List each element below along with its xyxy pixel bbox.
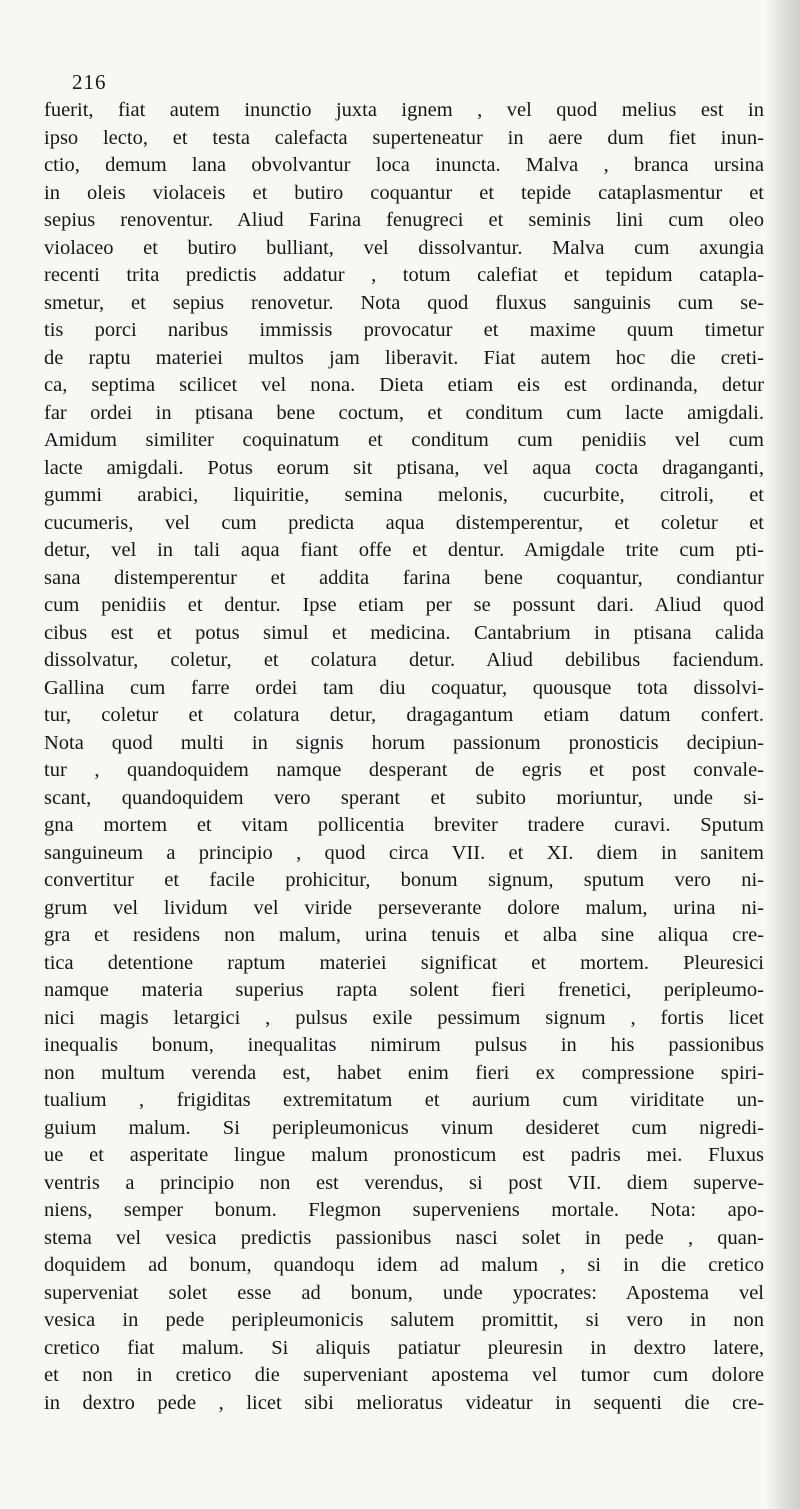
text-line: tis porci naribus immissis provocatur et maxime quum timetur [44,319,764,341]
text-line: ca, septima scilicet vel nona. Dieta etiam eis est ordinanda, detur [44,374,764,396]
text-line: et non in cretico die superveniant apostema vel tumor cum dolore [44,1364,764,1386]
text-line: ctio, demum lana obvolvantur loca inuncta. Malva , branca ursina [44,154,764,176]
text-line: tualium , frigiditas extremitatum et aurium cum viriditate un- [44,1089,764,1111]
text-line: sanguineum a principio , quod circa VII. et XI. diem in sanitem [44,841,764,864]
text-line: in oleis violaceis et butiro coquantur et tepide cataplasmentur et [44,181,764,204]
text-line: niens, semper bonum. Flegmon superveniens mortale. Nota: apo- [44,1199,764,1221]
text-line: Gallina cum farre ordei tam diu coquatur, quousque tota dissolvi- [44,676,764,699]
text-line: sepius renoventur. Aliud Farina fenugreci et seminis lini cum oleo [44,209,764,231]
text-line: smetur, et sepius renovetur. Nota quod fluxus sanguinis cum se- [44,291,764,314]
text-line: grum vel lividum vel viride perseverante dolore malum, urina ni- [44,896,764,919]
text-line: gna mortem et vitam pollicentia breviter tradere curavi. Sputum [44,814,764,836]
text-line: gra et residens non malum, urina tenuis et alba sine aliqua cre- [44,924,764,946]
text-line: stema vel vesica predictis passionibus nasci solet in pede , quan- [44,1226,764,1249]
text-line: fuerit, fiat autem inunctio juxta ignem , vel quod melius est in [44,99,764,121]
text-line: namque materia superius rapta solent fieri frenetici, peripleumo- [44,979,764,1001]
text-line: in dextro pede , licet sibi melioratus videatur in sequenti die cre- [44,1391,764,1414]
text-line: gummi arabici, liquiritie, semina melonis, cucurbite, citroli, et [44,484,764,506]
text-line: Nota quod multi in signis horum passionum pronosticis decipiun- [44,731,764,754]
text-line: convertitur et facile prohicitur, bonum signum, sputum vero ni- [44,869,764,891]
text-line: tur , quandoquidem namque desperant de egris et post convale- [44,759,764,781]
text-line: non multum verenda est, habet enim fieri ex compressione spiri- [44,1061,764,1084]
text-line: cibus est et potus simul et medicina. Cantabrium in ptisana calida [44,621,764,644]
text-line: ipso lecto, et testa calefacta superteneatur in aere dum fiet inun- [44,126,764,149]
text-line: superveniat solet esse ad bonum, unde ypocrates: Apostema vel [44,1281,764,1304]
page-number: 216 [72,70,107,94]
text-line: doquidem ad bonum, quandoqu idem ad malum , si in die cretico [44,1254,764,1276]
text-line: vesica in pede peripleumonicis salutem promittit, si vero in non [44,1309,764,1331]
text-line: far ordei in ptisana bene coctum, et conditum cum lacte amigdali. [44,401,764,424]
text-line: cum penidiis et dentur. Ipse etiam per se possunt dari. Aliud quod [44,594,764,616]
text-line: sana distemperentur et addita farina bene coquantur, condiantur [44,566,764,589]
text-line: scant, quandoquidem vero sperant et subito moriuntur, unde si- [44,786,764,809]
text-line: violaceo et butiro bulliant, vel dissolvantur. Malva cum axungia [44,236,764,259]
text-line: tica detentione raptum materiei significat et mortem. Pleuresici [44,951,764,974]
text-line: tur, coletur et colatura detur, dragagantum etiam datum confert. [44,704,764,726]
text-line: de raptu materiei multos jam liberavit. Fiat autem hoc die creti- [44,346,764,369]
text-line: ue et asperitate lingue malum pronosticum est padris mei. Fluxus [44,1144,764,1166]
text-line: cretico fiat malum. Si aliquis patiatur pleuresin in dextro latere, [44,1336,764,1359]
text-line: guium malum. Si peripleumonicus vinum desideret cum nigredi- [44,1116,764,1139]
text-line: cucumeris, vel cum predicta aqua distemperentur, et coletur et [44,511,764,534]
text-line: detur, vel in tali aqua fiant offe et dentur. Amigdale trite cum pti- [44,539,764,561]
text-line: recenti trita predictis addatur , totum calefiat et tepidum catapla- [44,264,764,286]
text-line: lacte amigdali. Potus eorum sit ptisana, vel aqua cocta draganganti, [44,456,764,479]
text-line: inequalis bonum, inequalitas nimirum pulsus in his passionibus [44,1034,764,1056]
text-line: ventris a principio non est verendus, si post VII. diem superve- [44,1171,764,1194]
text-line: dissolvatur, coletur, et colatura detur. Aliud debilibus faciendum. [44,649,764,671]
page-edge-shadow [766,0,800,1509]
text-line: Amidum similiter coquinatum et conditum cum penidiis vel cum [44,429,764,451]
body-text [44,97,764,1417]
text-line: nici magis letargici , pulsus exile pessimum signum , fortis licet [44,1006,764,1029]
